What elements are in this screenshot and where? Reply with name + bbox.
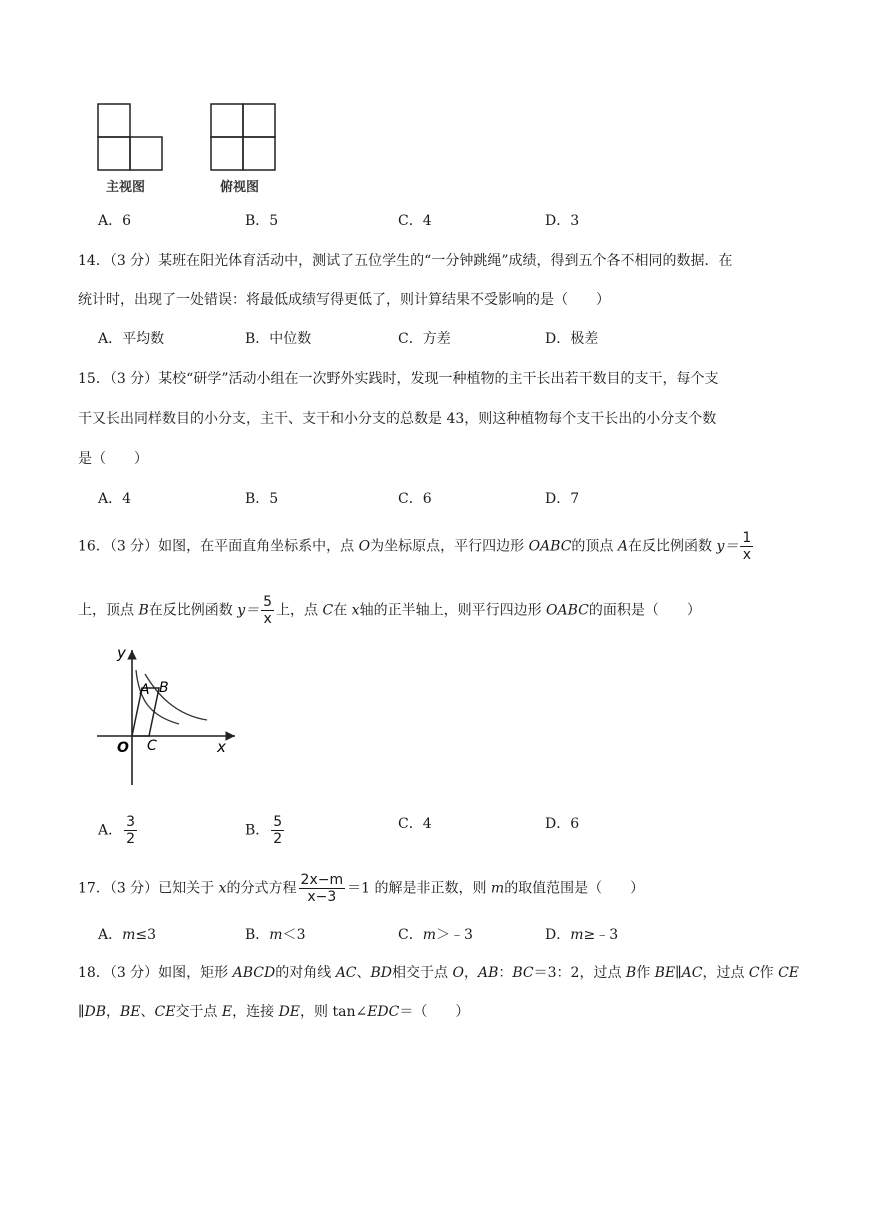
q15-stem-line2: 干又长出同样数目的小分支，主干、支干和小分支的总数是 43，则这种植物每个支干长出的小分支个数 (78, 411, 717, 427)
graph-label-b: B (159, 680, 169, 696)
q14-option-c: C．方差 (398, 331, 451, 347)
q13-option-a: A．6 (98, 213, 132, 229)
q17-option-c: C．m＞﹣3 (398, 927, 473, 943)
q14-stem-line2: 统计时，出现了一处错误：将最低成绩写得更低了，则计算结果不受影响的是（ ） (78, 292, 610, 308)
q15-option-b: B．5 (245, 491, 279, 507)
q17-option-a: A．m≤3 (98, 927, 157, 943)
q16-stem-line1: 16．（3 分）如图，在平面直角坐标系中，点 O为坐标原点，平行四边形 OABC的顶点 A在反比例函数 y＝ $\frac{1}{x}$ (78, 530, 752, 563)
graph-label-x: x (217, 738, 226, 756)
q17-option-b: B．m＜3 (245, 927, 306, 943)
fraction-2x-m-over-x-3: $\frac{2x-m}{x-3}$ (300, 872, 344, 905)
q14-stem-line1: 14．（3 分）某班在阳光体育活动中，测试了五位学生的“一分钟跳绳”成绩，得到五个各不相同的数据．在 (78, 253, 733, 269)
coordinate-graph (95, 640, 245, 790)
q14-option-a: A．平均数 (98, 331, 165, 347)
fraction-1-over-x: $\frac{1}{x}$ (742, 530, 752, 563)
fraction-5-over-x: $\frac{5}{x}$ (263, 594, 273, 627)
q15-option-a: A．4 (98, 491, 132, 507)
q13-option-b: B．5 (245, 213, 279, 229)
q16-option-b: B． $\frac{5}{2}$ (245, 814, 283, 847)
q16-option-a: A． $\frac{3}{2}$ (98, 814, 136, 847)
q13-option-c: C．4 (398, 213, 432, 229)
q15-stem-line3: 是（ ） (78, 451, 148, 467)
q13-option-d: D．3 (545, 213, 580, 229)
top-view-drawing (211, 104, 275, 170)
q14-option-b: B．中位数 (245, 331, 312, 347)
front-view-label: 主视图 (106, 180, 146, 195)
q17-option-d: D．m≥﹣3 (545, 927, 619, 943)
front-view-drawing (98, 104, 162, 170)
graph-label-o: O (117, 740, 129, 756)
q18-stem-line1: 18．（3 分）如图，矩形 ABCD的对角线 AC、BD相交于点 O，AB：BC＝3：2，过点 B作 BE∥AC，过点 C作 CE (78, 965, 800, 981)
top-view-label: 俯视图 (220, 180, 260, 195)
q14-option-d: D．极差 (545, 331, 599, 347)
q15-option-d: D．7 (545, 491, 580, 507)
q16-option-d: D．6 (545, 816, 580, 832)
q15-option-c: C．6 (398, 491, 432, 507)
q16-option-c: C．4 (398, 816, 432, 832)
q15-stem-line1: 15．（3 分）某校“研学”活动小组在一次野外实践时，发现一种植物的主干长出若干数目的支干，每个支 (78, 371, 719, 387)
q18-stem-line2: ∥DB，BE、CE交于点 E，连接 DE，则 tan∠EDC＝（ ） (78, 1004, 470, 1020)
q16-stem-line2: 上，顶点 B在反比例函数 y＝ $\frac{5}{x}$ 上，点 C在 x轴的正半轴上，则平行四边形 OABC的面积是（ ） (78, 594, 701, 627)
graph-label-a: A (140, 682, 150, 698)
q17-stem: 17．（3 分）已知关于 x的分式方程 $\frac{2x-m}{x-3}$ ＝1 的解是非正数，则 m的取值范围是（ ） (78, 872, 645, 905)
graph-label-c: C (147, 738, 157, 754)
graph-label-y: y (117, 644, 126, 662)
